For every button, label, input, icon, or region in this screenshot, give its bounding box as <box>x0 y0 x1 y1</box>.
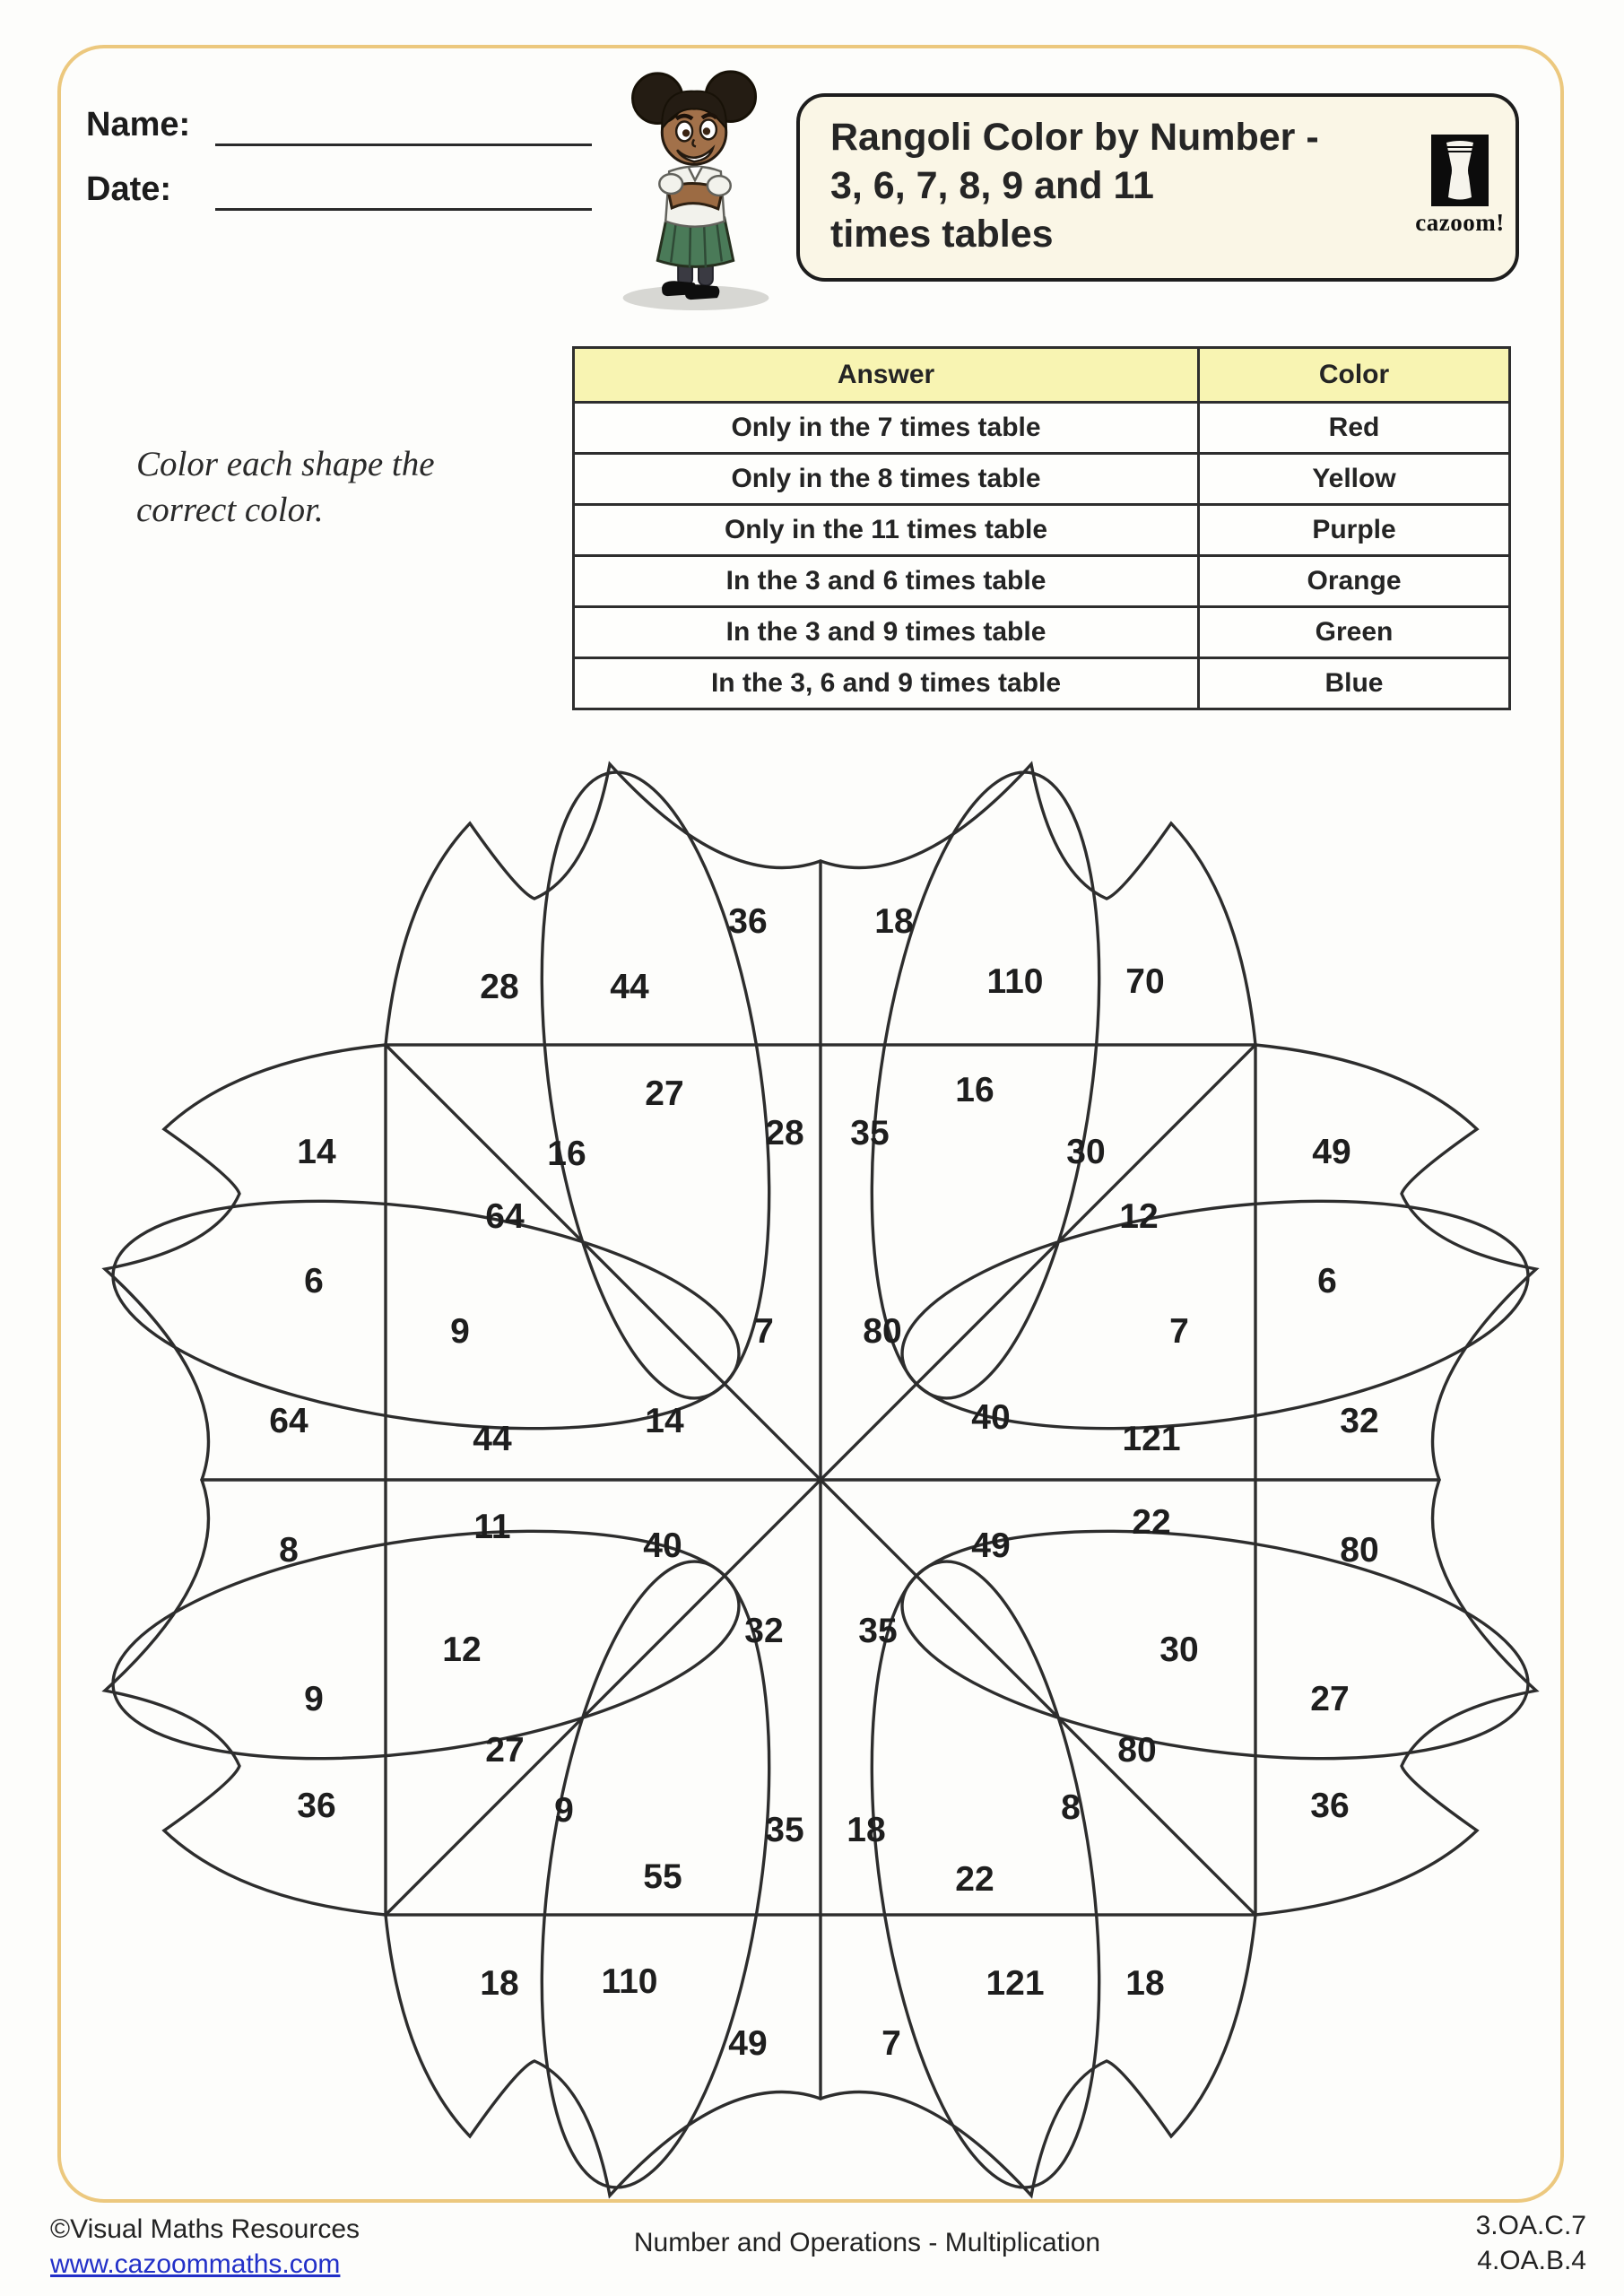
rangoli-cell-number: 80 <box>863 1312 902 1351</box>
date-input-line[interactable] <box>215 208 592 211</box>
key-header-color: Color <box>1199 348 1510 403</box>
rangoli-cell-number: 36 <box>1310 1787 1350 1825</box>
rangoli-cell-number: 14 <box>297 1133 336 1171</box>
rangoli-cell-number: 18 <box>847 1811 886 1849</box>
instruction-line-2: correct color. <box>136 491 324 529</box>
rangoli-cell-number: 18 <box>874 902 914 941</box>
rangoli-cell-number: 12 <box>1119 1197 1159 1236</box>
key-answer-cell: Only in the 8 times table <box>574 454 1199 505</box>
rangoli-cell-number: 35 <box>850 1114 890 1152</box>
color-key-table <box>572 346 1511 710</box>
title-box <box>796 93 1519 282</box>
instruction-line-1: Color each shape the <box>136 445 435 483</box>
website-link[interactable]: www.cazoommaths.com <box>50 2249 341 2279</box>
rangoli-cell-number: 9 <box>304 1680 324 1718</box>
key-table-row <box>574 403 1510 454</box>
rangoli-cell-number: 18 <box>1125 1964 1165 2003</box>
rangoli-cell-number: 12 <box>442 1631 482 1669</box>
rangoli-cell-number: 22 <box>1132 1503 1171 1542</box>
key-answer-cell: Only in the 7 times table <box>574 403 1199 454</box>
date-label: Date: <box>86 170 172 208</box>
worksheet-title <box>800 97 1404 278</box>
cazoom-logo-icon <box>1431 135 1489 206</box>
cazoom-logo <box>1404 97 1515 278</box>
key-table-row <box>574 607 1510 658</box>
rangoli-cell-number: 9 <box>554 1791 574 1830</box>
rangoli-cell-number: 49 <box>971 1526 1011 1565</box>
key-answer-cell: In the 3 and 9 times table <box>574 607 1199 658</box>
rangoli-cell-number: 30 <box>1066 1133 1106 1171</box>
rangoli-cell-number: 8 <box>279 1531 299 1570</box>
key-table-row <box>574 454 1510 505</box>
rangoli-cell-number: 30 <box>1159 1631 1199 1669</box>
rangoli-cell-number: 14 <box>645 1402 684 1440</box>
rangoli-cell-number: 70 <box>1125 962 1165 1001</box>
rangoli-cell-number: 32 <box>744 1612 784 1650</box>
rangoli-cell-number: 36 <box>297 1787 336 1825</box>
key-color-cell: Orange <box>1199 556 1510 607</box>
outer-flame-arc <box>105 1480 386 1915</box>
key-color-cell: Red <box>1199 403 1510 454</box>
rangoli-cell-number: 64 <box>485 1197 525 1236</box>
footer-topic: Number and Operations - Multiplication <box>633 2228 1101 2257</box>
rangoli-cell-number: 121 <box>1122 1420 1181 1458</box>
girl-mascot-illustration <box>615 57 780 316</box>
rangoli-cell-number: 27 <box>1310 1680 1350 1718</box>
rangoli-cell-number: 64 <box>269 1402 308 1440</box>
rangoli-cell-number: 40 <box>643 1526 682 1565</box>
rangoli-cell-number: 6 <box>304 1262 324 1300</box>
name-label: Name: <box>86 106 191 144</box>
rangoli-cell-number: 32 <box>1340 1402 1379 1440</box>
rangoli-cell-number: 7 <box>754 1312 774 1351</box>
footer-standards <box>1476 2208 1586 2278</box>
rangoli-cell-number: 121 <box>986 1964 1045 2003</box>
rangoli-cell-number: 7 <box>1169 1312 1189 1351</box>
rangoli-cell-number: 7 <box>881 2024 901 2063</box>
rangoli-cell-number: 35 <box>858 1612 898 1650</box>
title-line-2: 3, 6, 7, 8, 9 and 11 <box>830 164 1154 207</box>
rangoli-cell-number: 28 <box>765 1114 804 1152</box>
outer-flame-arc <box>1255 1045 1536 1480</box>
rangoli-cell-number: 8 <box>1061 1788 1081 1827</box>
rangoli-cell-number: 49 <box>1312 1133 1351 1171</box>
copyright-text: ©Visual Maths Resources <box>50 2214 360 2244</box>
standard-code-1: 3.OA.C.7 <box>1475 2211 1586 2240</box>
key-table-row <box>574 556 1510 607</box>
cazoom-logo-text: cazoom! <box>1415 209 1505 236</box>
key-color-cell: Green <box>1199 607 1510 658</box>
footer-attribution <box>50 2212 360 2282</box>
name-input-line[interactable] <box>215 144 592 146</box>
key-table-row <box>574 658 1510 709</box>
title-line-3: times tables <box>830 213 1054 256</box>
key-color-cell: Blue <box>1199 658 1510 709</box>
rangoli-cell-number: 22 <box>955 1860 994 1899</box>
rangoli-cell-number: 110 <box>601 1962 658 2001</box>
rangoli-cell-number: 28 <box>480 968 519 1006</box>
key-table-header-row <box>574 348 1510 403</box>
rangoli-cell-number: 16 <box>547 1135 586 1173</box>
key-answer-cell: Only in the 11 times table <box>574 505 1199 556</box>
rangoli-cell-number: 80 <box>1117 1731 1157 1770</box>
rangoli-cell-number: 16 <box>955 1071 994 1109</box>
rangoli-cell-number: 35 <box>765 1811 804 1849</box>
key-answer-cell: In the 3, 6 and 9 times table <box>574 658 1199 709</box>
standard-code-2: 4.OA.B.4 <box>1477 2246 1586 2275</box>
rangoli-cell-number: 36 <box>728 902 768 941</box>
rangoli-cell-number: 110 <box>986 962 1044 1001</box>
rangoli-cell-number: 40 <box>971 1398 1011 1437</box>
title-line-1: Rangoli Color by Number - <box>830 116 1319 159</box>
rangoli-cell-number: 55 <box>643 1857 682 1896</box>
key-header-answer: Answer <box>574 348 1199 403</box>
rangoli-cell-number: 49 <box>728 2024 768 2063</box>
key-table-row <box>574 505 1510 556</box>
rangoli-cell-number: 18 <box>480 1964 519 2003</box>
rangoli-cell-number: 11 <box>473 1508 511 1546</box>
rangoli-cell-number: 6 <box>1317 1262 1337 1300</box>
key-answer-cell: In the 3 and 6 times table <box>574 556 1199 607</box>
outer-flame-arc <box>1255 1480 1536 1915</box>
instruction-text <box>136 441 495 533</box>
rangoli-cell-number: 27 <box>645 1074 684 1113</box>
rangoli-line-art <box>99 758 1542 2202</box>
rangoli-pattern[interactable] <box>90 734 1560 2212</box>
rangoli-cell-number: 80 <box>1340 1531 1379 1570</box>
rangoli-cell-number: 27 <box>485 1731 525 1770</box>
key-color-cell: Yellow <box>1199 454 1510 505</box>
rangoli-cell-number: 9 <box>450 1312 470 1351</box>
rangoli-cell-number: 44 <box>473 1420 512 1458</box>
key-color-cell: Purple <box>1199 505 1510 556</box>
outer-flame-arc <box>105 1045 386 1480</box>
rangoli-cell-number: 44 <box>610 968 649 1006</box>
